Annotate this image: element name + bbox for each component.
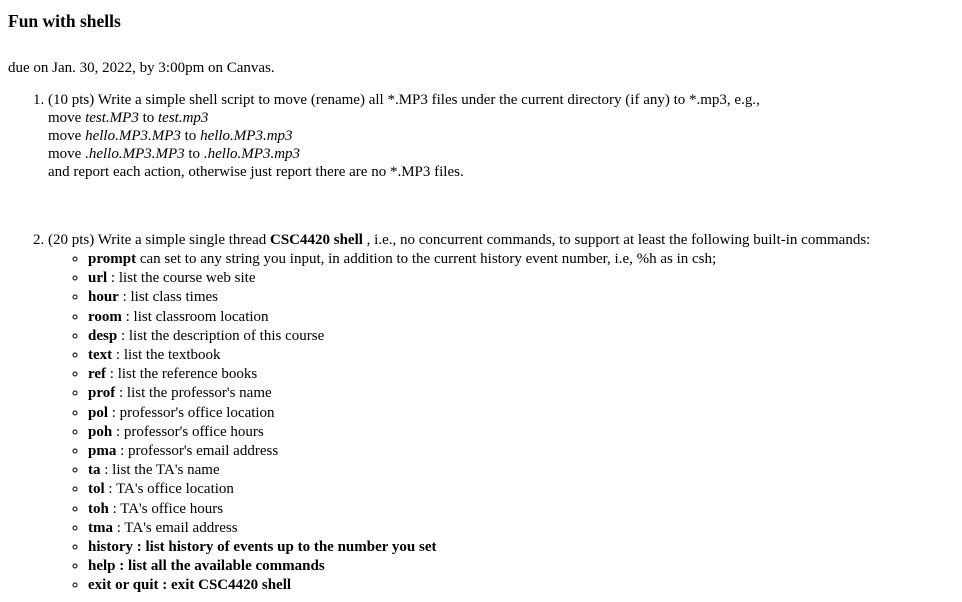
command-item <box>88 461 954 480</box>
question-1 <box>48 91 954 181</box>
move-to: test.mp3 <box>158 110 209 126</box>
command-name: ref <box>88 366 107 383</box>
move-to-word: to <box>138 110 158 126</box>
command-description: : professor's email address <box>116 443 279 460</box>
move-example <box>48 145 954 163</box>
move-to: .hello.MP3.mp3 <box>203 146 301 162</box>
command-name: tma <box>88 519 113 536</box>
command-description: : list the professor's name <box>115 385 272 402</box>
command-name: tol <box>88 481 105 498</box>
move-verb: move <box>48 128 86 144</box>
command-description: can set to any string you input, in addition to the current history event number, i.e, %h as in csh; <box>136 251 717 267</box>
q2-shell-name: CSC4420 shell <box>269 232 363 248</box>
q1-intro: (10 pts) Write a simple shell script to move (rename) all *.MP3 files under the current directory (if any) to *.mp3, e.g., <box>48 92 760 108</box>
command-description: : list the course web site <box>107 270 256 287</box>
command-item <box>88 384 954 403</box>
command-name: ta <box>88 462 101 479</box>
command-description: : TA's office location <box>104 481 234 498</box>
move-verb: move <box>48 146 86 162</box>
command-name: text <box>88 347 113 364</box>
command-item <box>88 288 954 307</box>
command-item <box>88 519 954 538</box>
command-name: pma <box>88 443 117 460</box>
command-name: desp <box>88 327 118 344</box>
q1-outro: and report each action, otherwise just report there are no *.MP3 files. <box>48 164 464 180</box>
command-name: help : list all the available commands <box>88 558 325 575</box>
command-item <box>88 346 954 365</box>
command-description: : professor's office hours <box>112 423 264 440</box>
move-verb: move <box>48 110 86 126</box>
move-from: hello.MP3.MP3 <box>85 128 181 144</box>
command-name: prompt <box>88 251 137 267</box>
question-list <box>8 91 954 596</box>
command-description: : list the textbook <box>112 347 221 364</box>
command-item <box>88 365 954 384</box>
move-from: .hello.MP3.MP3 <box>85 146 185 162</box>
question-2 <box>48 231 954 596</box>
command-name: hour <box>88 289 119 306</box>
command-item <box>88 557 954 576</box>
move-example <box>48 109 954 127</box>
page-title: Fun with shells <box>8 11 121 31</box>
move-to: hello.MP3.mp3 <box>200 128 293 144</box>
command-name: toh <box>88 500 109 517</box>
command-item <box>88 404 954 423</box>
move-from: test.MP3 <box>85 110 139 126</box>
command-item <box>88 500 954 519</box>
command-item <box>88 538 954 557</box>
command-description: : list the reference books <box>106 366 258 383</box>
command-name: prof <box>88 385 116 402</box>
move-to-word: to <box>184 146 204 162</box>
command-description: : list class times <box>118 289 219 306</box>
move-examples <box>48 109 954 163</box>
command-description: : list the TA's name <box>100 462 220 479</box>
command-item <box>88 442 954 461</box>
command-item <box>88 423 954 442</box>
command-item <box>88 576 954 595</box>
due-date: due on Jan. 30, 2022, by 3:00pm on Canvas. <box>8 60 275 76</box>
command-name: url <box>88 270 108 287</box>
command-name: pol <box>88 404 109 421</box>
command-description: : TA's office hours <box>108 500 224 517</box>
command-item <box>88 327 954 346</box>
q2-intro-rest: , i.e., no concurrent commands, to support at least the following built-in commands: <box>362 232 871 248</box>
command-description: : professor's office location <box>108 404 275 421</box>
command-description: : list the description of this course <box>117 327 325 344</box>
command-name: poh <box>88 423 113 440</box>
command-description: : list classroom location <box>121 308 269 325</box>
command-name: history : list history of events up to the number you set <box>88 539 437 556</box>
command-item <box>88 480 954 499</box>
move-to-word: to <box>180 128 201 144</box>
command-name: room <box>88 308 122 325</box>
command-item <box>88 250 954 269</box>
command-item <box>88 269 954 288</box>
move-example <box>48 127 954 145</box>
command-name: exit or quit : exit CSC4420 shell <box>88 577 292 594</box>
command-list <box>48 250 954 596</box>
command-item <box>88 308 954 327</box>
command-description: : TA's email address <box>113 519 238 536</box>
q2-intro: (20 pts) Write a simple single thread <box>48 232 270 248</box>
